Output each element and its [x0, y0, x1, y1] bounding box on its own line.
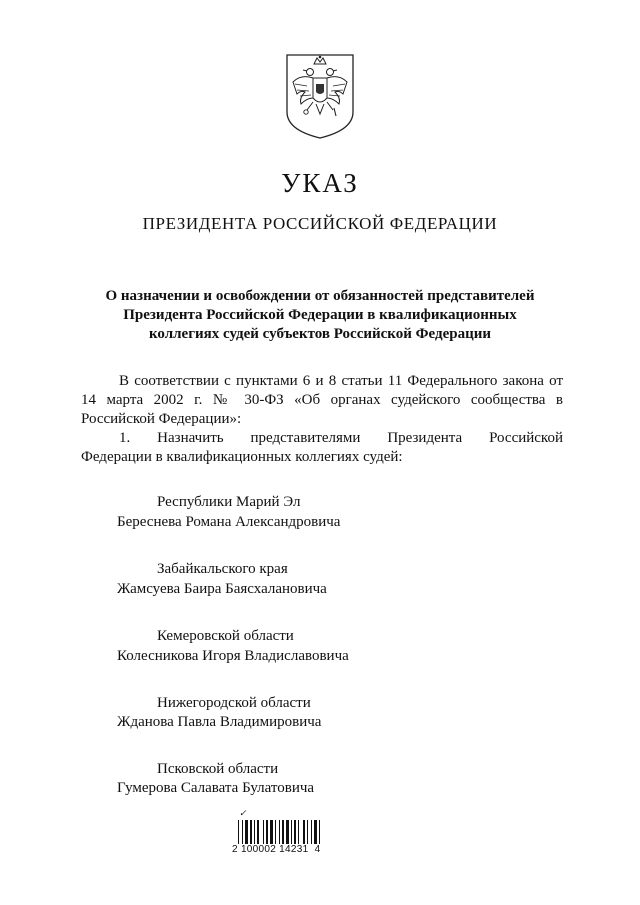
- barcode-bar: [266, 820, 268, 844]
- heading-line: коллегиях судей субъектов Российской Федерации: [148, 326, 492, 342]
- barcode-bars-icon: [238, 820, 350, 844]
- heading-line: Президента Российской Федерации в квалификационных: [123, 307, 517, 323]
- appointment-person: Гумерова Салавата Булатовича: [117, 780, 315, 796]
- barcode-bar: [314, 820, 317, 844]
- barcode-bar: [294, 820, 296, 844]
- decree-subtitle: ПРЕЗИДЕНТА РОССИЙСКОЙ ФЕДЕРАЦИИ: [142, 214, 498, 233]
- preamble-paragraph: В соответствии с пунктами 6 и 8 статьи 11 Федерального закона от 14 марта 2002 г. № 30-ФЗ «Об органах судейского сообщества в Российской Федерации»:: [81, 373, 563, 427]
- barcode-number: 2 100002 14231 4: [232, 844, 321, 855]
- state-emblem-icon: [283, 52, 357, 140]
- barcode-bar: [257, 820, 259, 844]
- barcode-bar: [270, 820, 273, 844]
- barcode-bar: [319, 820, 320, 844]
- barcode: [232, 808, 356, 862]
- decree-title: УКАЗ: [281, 168, 359, 198]
- barcode-mark-icon: ✓: [239, 808, 247, 818]
- decree-heading: [70, 287, 570, 344]
- barcode-bar: [291, 820, 292, 844]
- appointment-region: Кемеровской области: [157, 628, 294, 644]
- appointment-region: Республики Марий Эл: [157, 494, 301, 510]
- barcode-bar: [238, 820, 239, 844]
- barcode-bar: [242, 820, 243, 844]
- barcode-bar: [303, 820, 305, 844]
- appointment-person: Жданова Павла Владимировича: [117, 714, 322, 730]
- barcode-bar: [254, 820, 255, 844]
- heading-line: О назначении и освобождении от обязанностей представителей: [105, 288, 535, 304]
- barcode-bar: [311, 820, 312, 844]
- barcode-bar: [307, 820, 308, 844]
- appointment-person: Береснева Романа Александровича: [117, 514, 341, 530]
- item-1-line-2: Федерации в квалификационных коллегиях судей:: [81, 449, 403, 465]
- appointment-region: Псковской области: [157, 761, 279, 777]
- barcode-bar: [263, 820, 264, 844]
- appointment-person: Колесникова Игоря Владиславовича: [117, 648, 349, 664]
- barcode-bar: [298, 820, 299, 844]
- appointment-region: Забайкальского края: [157, 561, 288, 577]
- barcode-bar: [279, 820, 280, 844]
- barcode-bar: [250, 820, 252, 844]
- barcode-bar: [275, 820, 276, 844]
- barcode-bar: [245, 820, 248, 844]
- barcode-bar: [282, 820, 284, 844]
- barcode-bar: [286, 820, 289, 844]
- item-1-line-1: 1. Назначить представителями Президента Российской: [119, 430, 563, 446]
- appointment-person: Жамсуева Баира Баясхалановича: [117, 581, 327, 597]
- appointment-region: Нижегородской области: [157, 695, 311, 711]
